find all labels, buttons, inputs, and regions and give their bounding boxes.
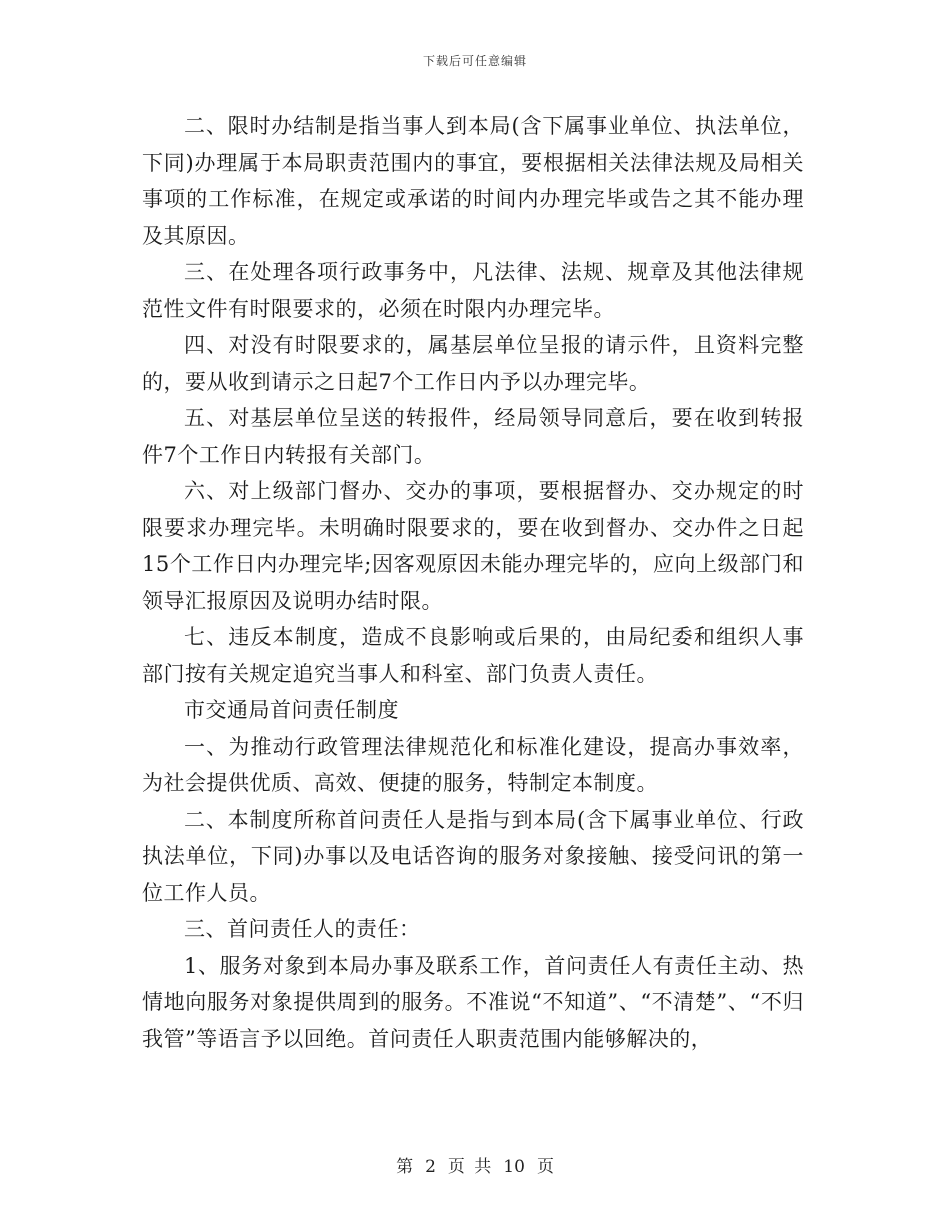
page-number-footer [0,1152,950,1177]
paragraph: 1、服务对象到本局办事及联系工作，首问责任人有责任主动、热情地向服务对象提供周到的服务。不准说“不知道”、“不清楚”、“不归我管”等语言予以回绝。首问责任人职责范围内能够解决的， [142,953,804,1051]
footer-middle: 页 共 [447,1157,492,1177]
paragraph: 三、首问责任人的责任： [184,917,421,941]
total-page-count: 10 [503,1157,525,1177]
section-title: 市交通局首问责任制度 [184,698,399,722]
footer-prefix: 第 [396,1157,414,1177]
paragraph: 四、对没有时限要求的，属基层单位呈报的请示件，且资料完整的，要从收到请示之日起7个工作日内予以办理完毕。 [142,333,804,394]
paragraph: 一、为推动行政管理法律规范化和标准化建设，提高办事效率，为社会提供优质、高效、便捷的服务，特制定本制度。 [142,734,804,795]
footer-suffix: 页 [536,1157,554,1177]
page-header-note: 下载后可任意编辑 [422,54,527,68]
paragraph: 三、在处理各项行政事务中，凡法律、法规、规章及其他法律规范性文件有时限要求的，必须在时限内办理完毕。 [142,260,804,321]
paragraph: 六、对上级部门督办、交办的事项，要根据督办、交办规定的时限要求办理完毕。未明确时限要求的，要在收到督办、交办件之日起15个工作日内办理完毕;因客观原因未能办理完毕的，应向上级部门和领导汇报原因及说明办结时限。 [142,479,804,613]
paragraph: 二、限时办结制是指当事人到本局(含下属事业单位、执法单位，下同)办理属于本局职责范围内的事宜，要根据相关法律法规及局相关事项的工作标准，在规定或承诺的时间内办理完毕或告之其不能办理及其原因。 [142,114,804,248]
paragraph: 七、违反本制度，造成不良影响或后果的，由局纪委和组织人事部门按有关规定追究当事人和科室、部门负责人责任。 [142,625,804,686]
paragraph: 五、对基层单位呈送的转报件，经局领导同意后，要在收到转报件7个工作日内转报有关部门。 [142,406,804,467]
document-body [142,108,804,1057]
paragraph: 二、本制度所称首问责任人是指与到本局(含下属事业单位、行政执法单位，下同)办事以及电话咨询的服务对象接触、接受问讯的第一位工作人员。 [142,807,804,905]
current-page-number: 2 [425,1157,436,1177]
